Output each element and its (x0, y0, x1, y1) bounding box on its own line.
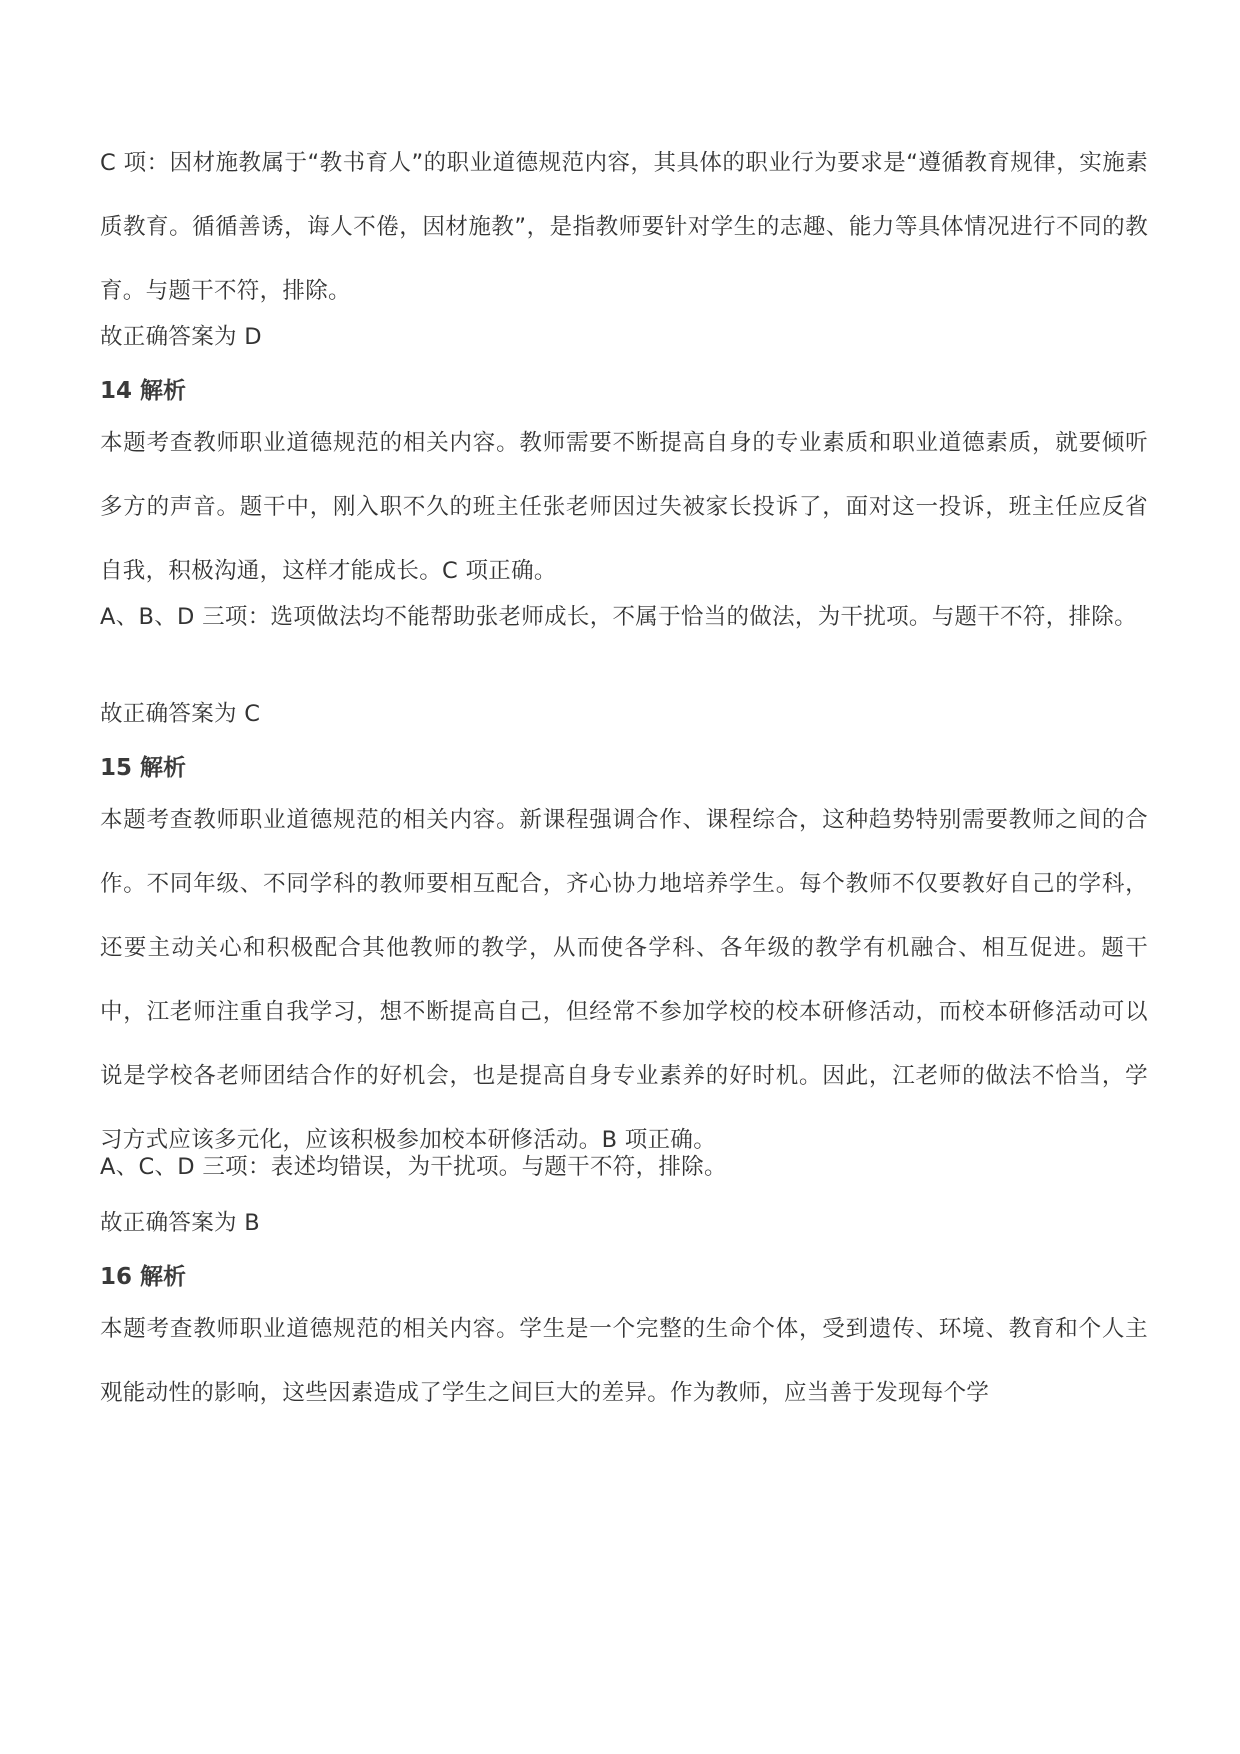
heading-14: 14 解析 (100, 378, 187, 404)
paragraph-13-option-c: C 项：因材施教属于“教书育人”的职业道德规范内容，其具体的职业行为要求是“遵循教育规律，实施素质教育。循循善诱，诲人不倦，因材施教”，是指教师要针对学生的志趣、能力等具体情况进行不同的教育。与题干不符，排除。 (100, 150, 1148, 304)
paragraph-14-analysis: 本题考查教师职业道德规范的相关内容。教师需要不断提高自身的专业素质和职业道德素质，就要倾听多方的声音。题干中，刚入职不久的班主任张老师因过失被家长投诉了，面对这一投诉，班主任应反省自我，积极沟通，这样才能成长。C 项正确。 (100, 430, 1148, 584)
paragraph-13-answer: 故正确答案为 D (100, 324, 262, 350)
paragraph-15-options: A、C、D 三项：表述均错误，为干扰项。与题干不符，排除。 (100, 1154, 727, 1180)
paragraph-15-answer: 故正确答案为 B (100, 1210, 260, 1236)
paragraph-16-analysis: 本题考查教师职业道德规范的相关内容。学生是一个完整的生命个体，受到遗传、环境、教育和个人主观能动性的影响，这些因素造成了学生之间巨大的差异。作为教师，应当善于发现每个学 (100, 1316, 1148, 1406)
heading-15: 15 解析 (100, 755, 187, 781)
heading-16: 16 解析 (100, 1264, 187, 1290)
paragraph-14-answer: 故正确答案为 C (100, 701, 261, 727)
paragraph-15-analysis: 本题考查教师职业道德规范的相关内容。新课程强调合作、课程综合，这种趋势特别需要教师之间的合作。不同年级、不同学科的教师要相互配合，齐心协力地培养学生。每个教师不仅要教好自己的学科，还要主动关心和积极配合其他教师的教学，从而使各学科、各年级的教学有机融合、相互促进。题干中，江老师注重自我学习，想不断提高自己，但经常不参加学校的校本研修活动，而校本研修活动可以说是学校各老师团结合作的好机会，也是提高自身专业素养的好时机。因此，江老师的做法不恰当，学习方式应该多元化，应该积极参加校本研修活动。B 项正确。 (100, 807, 1148, 1153)
paragraph-14-options: A、B、D 三项：选项做法均不能帮助张老师成长，不属于恰当的做法，为干扰项。与题干不符，排除。 (100, 604, 1137, 630)
